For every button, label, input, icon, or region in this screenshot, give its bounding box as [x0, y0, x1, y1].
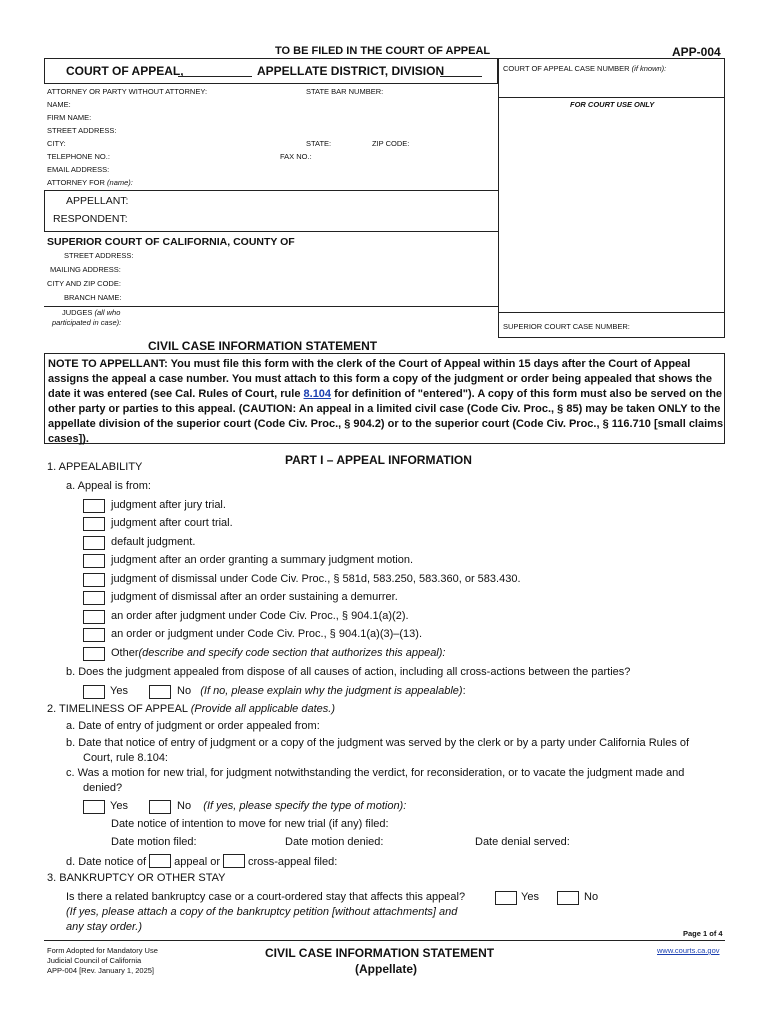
- bankruptcy-question: Is there a related bankruptcy case or a court-ordered stay that affects this appeal?: [66, 891, 466, 903]
- option-jury-trial-checkbox[interactable]: [83, 499, 105, 513]
- date-served-label-1: b. Date that notice of entry of judgment or a copy of the judgment was served by the clerk or by a party under California Rules of: [66, 737, 690, 749]
- option-other-checkbox[interactable]: [83, 647, 105, 661]
- motion-filed-label: Date motion filed:: [111, 836, 197, 848]
- motion-yes-checkbox[interactable]: [83, 800, 105, 814]
- date-served-label-2: Court, rule 8.104:: [83, 752, 168, 764]
- notice-filed-label: d. Date notice of appeal or cross-appeal filed:: [66, 856, 338, 868]
- email-label: EMAIL ADDRESS:: [47, 165, 110, 174]
- bankruptcy-yes-label: Yes: [521, 891, 539, 903]
- motion-yes-label: Yes: [110, 800, 128, 812]
- option-demurrer-checkbox[interactable]: [83, 591, 105, 605]
- judges-note: participated in case):: [52, 318, 122, 327]
- option-order-after-judgment-checkbox[interactable]: [83, 610, 105, 624]
- superior-mailing-label: MAILING ADDRESS:: [50, 265, 121, 274]
- respondent-label: RESPONDENT:: [53, 213, 128, 225]
- option-demurrer-label: judgment of dismissal after an order sustaining a demurrer.: [111, 591, 398, 603]
- disposes-yes-checkbox[interactable]: [83, 685, 105, 699]
- page-number: Page 1 of 4: [683, 929, 723, 938]
- notice-cross-appeal-checkbox[interactable]: [223, 854, 245, 868]
- notice-appeal-checkbox[interactable]: [149, 854, 171, 868]
- case-number-label: COURT OF APPEAL CASE NUMBER (if known):: [503, 64, 667, 73]
- judicial-council: Judicial Council of California: [47, 956, 142, 965]
- courts-website-link[interactable]: www.courts.ca.gov: [657, 946, 720, 955]
- superior-case-number-label: SUPERIOR COURT CASE NUMBER:: [503, 322, 630, 331]
- district-number-field[interactable]: [178, 66, 252, 77]
- timeliness-title: 2. TIMELINESS OF APPEAL (Provide all applicable dates.): [47, 703, 335, 715]
- judges-label: JUDGES (all who: [62, 308, 121, 317]
- date-entry-label: a. Date of entry of judgment or order appealed from:: [66, 720, 320, 732]
- form-title: CIVIL CASE INFORMATION STATEMENT: [148, 339, 378, 353]
- option-default-judgment-label: default judgment.: [111, 536, 196, 548]
- motion-no-label: No (If yes, please specify the type of motion):: [177, 800, 407, 812]
- bankruptcy-yes-checkbox[interactable]: [495, 891, 517, 905]
- appellant-label: APPELLANT:: [66, 195, 129, 207]
- bankruptcy-title: 3. BANKRUPTCY OR OTHER STAY: [47, 872, 226, 884]
- footer-divider: [44, 940, 725, 941]
- disposes-no-label: No (If no, please explain why the judgment is appealable):: [177, 685, 466, 697]
- note-to-appellant: NOTE TO APPELLANT: You must file this form with the clerk of the Court of Appeal within 15 days after the Court of Appeal assigns the appeal a case number. You must attach to this form a copy of the judgment or order being appealed that shows the date it was entered (see Cal. Rules of Court, rule 8.104 for definition of "entered"). A copy of this form must also be served on the other party or parties to this appeal. (CAUTION: An appeal in a limited civil case (Code Civ. Proc., § 85) may be taken ONLY to the appellate division of the superior court (Code Civ. Proc., § 904.2) or to the superior court (Code Civ. Proc., § 116.710 [small claims cases]).: [48, 358, 724, 445]
- part-1-title: PART I – APPEAL INFORMATION: [285, 453, 472, 467]
- intention-date-label: Date notice of intention to move for new trial (if any) filed:: [111, 818, 389, 830]
- appellate-district-label: APPELLATE DISTRICT, DIVISION: [257, 64, 445, 78]
- option-dismissal-581d-checkbox[interactable]: [83, 573, 105, 587]
- court-use-box: [498, 97, 725, 313]
- option-dismissal-581d-label: judgment of dismissal under Code Civ. Proc., § 581d, 583.250, 583.360, or 583.430.: [111, 573, 521, 585]
- attorney-heading: ATTORNEY OR PARTY WITHOUT ATTORNEY:: [47, 87, 208, 96]
- superior-city-zip-label: CITY AND ZIP CODE:: [47, 279, 121, 288]
- bankruptcy-no-checkbox[interactable]: [557, 891, 579, 905]
- form-revision: APP-004 [Rev. January 1, 2025]: [47, 966, 155, 975]
- court-use-only-label: FOR COURT USE ONLY: [570, 100, 655, 109]
- division-number-field[interactable]: [440, 66, 482, 77]
- attorney-name-label: NAME:: [47, 100, 71, 109]
- option-other-label: Other(describe and specify code section that authorizes this appeal):: [111, 647, 446, 659]
- option-jury-trial-label: judgment after jury trial.: [111, 499, 226, 511]
- form-id: APP-004: [672, 45, 721, 59]
- disposes-yes-label: Yes: [110, 685, 128, 697]
- option-default-judgment-checkbox[interactable]: [83, 536, 105, 550]
- option-summary-judgment-checkbox[interactable]: [83, 554, 105, 568]
- motion-denied-label: Date motion denied:: [285, 836, 384, 848]
- footer-subtitle: (Appellate): [355, 962, 418, 976]
- option-order-904-checkbox[interactable]: [83, 628, 105, 642]
- judges-divider: [44, 306, 499, 307]
- appealability-title: 1. APPEALABILITY: [47, 461, 143, 473]
- state-bar-label: STATE BAR NUMBER:: [306, 87, 384, 96]
- attorney-for-label: ATTORNEY FOR (name):: [47, 178, 133, 187]
- bankruptcy-no-label: No: [584, 891, 599, 903]
- filed-in-heading: TO BE FILED IN THE COURT OF APPEAL: [275, 45, 491, 57]
- branch-name-label: BRANCH NAME:: [64, 293, 122, 302]
- motion-question-1: c. Was a motion for new trial, for judgment notwithstanding the verdict, for reconsideration, or to vacate the judgment made and: [66, 767, 685, 779]
- bankruptcy-note-2: any stay order.): [66, 921, 143, 933]
- city-label: CITY:: [47, 139, 66, 148]
- option-order-904-label: an order or judgment under Code Civ. Proc., § 904.1(a)(3)–(13).: [111, 628, 423, 640]
- denial-served-label: Date denial served:: [475, 836, 570, 848]
- superior-street-label: STREET ADDRESS:: [64, 251, 134, 260]
- appeal-from-label: a. Appeal is from:: [66, 480, 151, 492]
- street-address-label: STREET ADDRESS:: [47, 126, 117, 135]
- option-court-trial-label: judgment after court trial.: [111, 517, 233, 529]
- disposes-all-question: b. Does the judgment appealed from dispose of all causes of action, including all cross-actions between the parties?: [66, 666, 631, 678]
- motion-question-2: denied?: [83, 782, 123, 794]
- option-order-after-judgment-label: an order after judgment under Code Civ. Proc., § 904.1(a)(2).: [111, 610, 409, 622]
- form-adopted: Form Adopted for Mandatory Use: [47, 946, 158, 955]
- firm-name-label: FIRM NAME:: [47, 113, 92, 122]
- motion-no-checkbox[interactable]: [149, 800, 171, 814]
- state-label: STATE:: [306, 139, 332, 148]
- disposes-no-checkbox[interactable]: [149, 685, 171, 699]
- option-court-trial-checkbox[interactable]: [83, 517, 105, 531]
- telephone-label: TELEPHONE NO.:: [47, 152, 110, 161]
- bankruptcy-note-1: (If yes, please attach a copy of the bankruptcy petition [without attachments] and: [66, 906, 458, 918]
- fax-label: FAX NO.:: [280, 152, 312, 161]
- rule-8-104-link[interactable]: 8.104: [303, 388, 332, 400]
- zip-label: ZIP CODE:: [372, 139, 410, 148]
- superior-court-heading: SUPERIOR COURT OF CALIFORNIA, COUNTY OF: [47, 236, 295, 248]
- court-of-appeal-label: COURT OF APPEAL,: [66, 64, 184, 78]
- option-summary-judgment-label: judgment after an order granting a summary judgment motion.: [111, 554, 414, 566]
- footer-title: CIVIL CASE INFORMATION STATEMENT: [265, 946, 495, 960]
